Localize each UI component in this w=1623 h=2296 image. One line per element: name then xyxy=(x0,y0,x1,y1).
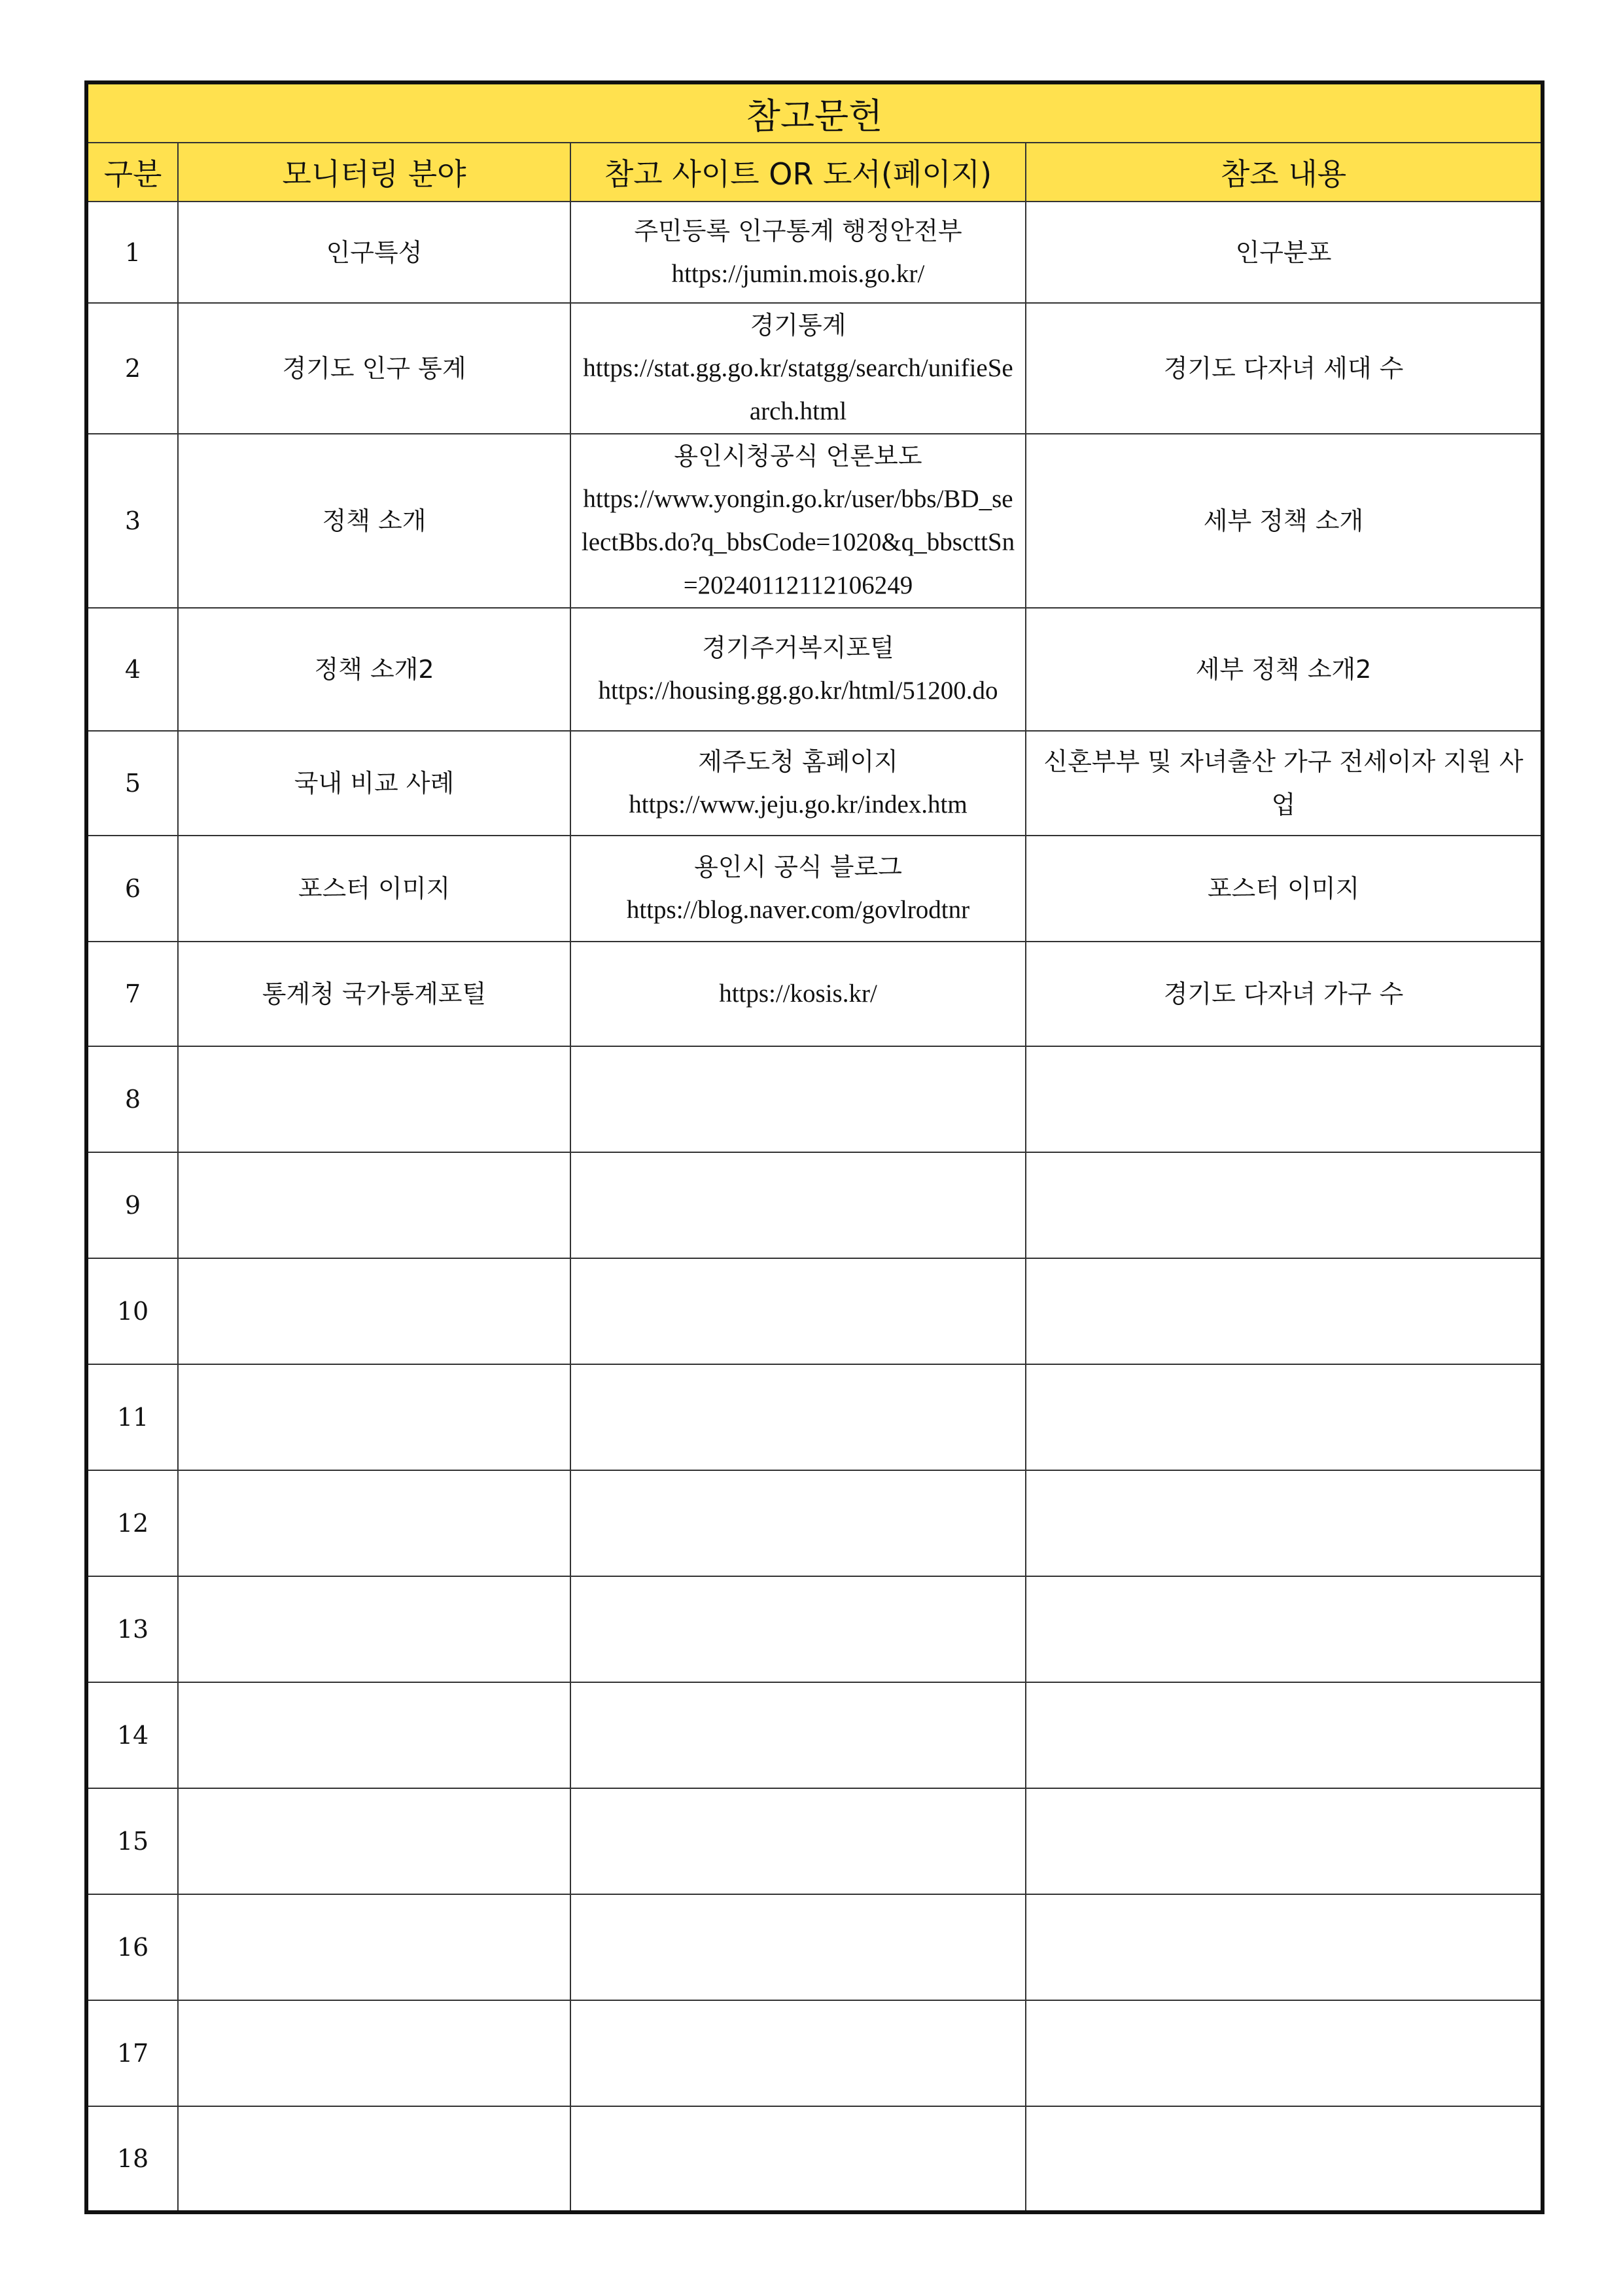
monitoring-field-cell xyxy=(178,1576,570,1682)
monitoring-field: 통계청 국가통계포털 xyxy=(262,980,487,1008)
header-no: 구분 xyxy=(86,143,178,202)
source-cell xyxy=(570,303,1026,434)
table-row xyxy=(86,608,1543,731)
source-cell xyxy=(570,202,1026,303)
reference-content-cell xyxy=(1026,1788,1543,1894)
source-cell xyxy=(570,2106,1026,2212)
row-number: 8 xyxy=(86,1046,178,1152)
reference-content-cell xyxy=(1026,202,1543,303)
monitoring-field: 국내 비교 사례 xyxy=(294,769,455,798)
row-number: 1 xyxy=(86,202,178,303)
table-row xyxy=(86,434,1543,608)
row-number: 3 xyxy=(86,434,178,608)
monitoring-field-cell xyxy=(178,1470,570,1576)
source-cell xyxy=(570,1046,1026,1152)
source-url: https://stat.gg.go.kr/statgg/search/unifieSearch.html xyxy=(583,354,1013,425)
row-number: 17 xyxy=(86,2000,178,2106)
monitoring-field-cell xyxy=(178,434,570,608)
reference-content: 경기도 다자녀 세대 수 xyxy=(1163,354,1404,383)
table-row xyxy=(86,1364,1543,1470)
monitoring-field: 경기도 인구 통계 xyxy=(282,354,466,383)
monitoring-field-cell xyxy=(178,1152,570,1258)
row-number: 7 xyxy=(86,942,178,1046)
source-cell xyxy=(570,836,1026,942)
monitoring-field: 정책 소개 xyxy=(322,506,427,535)
reference-content-cell xyxy=(1026,1152,1543,1258)
table-row xyxy=(86,2106,1543,2212)
reference-table xyxy=(84,80,1544,2214)
row-number: 6 xyxy=(86,836,178,942)
source-url: https://kosis.kr/ xyxy=(719,980,877,1008)
source-cell xyxy=(570,1470,1026,1576)
monitoring-field-cell xyxy=(178,731,570,836)
row-number: 12 xyxy=(86,1470,178,1576)
row-number: 18 xyxy=(86,2106,178,2212)
reference-content: 인구분포 xyxy=(1235,238,1332,267)
table-body xyxy=(86,202,1543,2212)
source-cell xyxy=(570,731,1026,836)
table-row xyxy=(86,1576,1543,1682)
source-cell xyxy=(570,608,1026,731)
monitoring-field-cell xyxy=(178,1364,570,1470)
source-name: 주민등록 인구통계 행정안전부 xyxy=(634,216,962,245)
reference-content-cell xyxy=(1026,1576,1543,1682)
reference-content-cell xyxy=(1026,434,1543,608)
source-cell xyxy=(570,434,1026,608)
table-row xyxy=(86,1152,1543,1258)
table-title: 참고문헌 xyxy=(86,82,1543,143)
reference-content-cell xyxy=(1026,303,1543,434)
source-cell xyxy=(570,1152,1026,1258)
source-url: https://jumin.mois.go.kr/ xyxy=(671,259,925,288)
table-row xyxy=(86,202,1543,303)
reference-content-cell xyxy=(1026,836,1543,942)
row-number: 15 xyxy=(86,1788,178,1894)
source-cell xyxy=(570,1894,1026,2000)
header-content: 참조 내용 xyxy=(1026,143,1543,202)
source-cell xyxy=(570,2000,1026,2106)
row-number: 9 xyxy=(86,1152,178,1258)
monitoring-field-cell xyxy=(178,608,570,731)
source-name: 용인시 공식 블로그 xyxy=(694,853,902,881)
row-number: 14 xyxy=(86,1682,178,1788)
source-url: https://blog.naver.com/govlrodtnr xyxy=(626,896,970,924)
row-number: 4 xyxy=(86,608,178,731)
title-row xyxy=(86,82,1543,143)
reference-content-cell xyxy=(1026,608,1543,731)
monitoring-field-cell xyxy=(178,1258,570,1364)
table-row xyxy=(86,303,1543,434)
monitoring-field-cell xyxy=(178,836,570,942)
reference-content: 세부 정책 소개 xyxy=(1203,506,1364,535)
reference-content: 세부 정책 소개2 xyxy=(1195,655,1372,684)
header-row xyxy=(86,143,1543,202)
reference-content-cell xyxy=(1026,1258,1543,1364)
row-number: 2 xyxy=(86,303,178,434)
monitoring-field-cell xyxy=(178,202,570,303)
monitoring-field: 정책 소개2 xyxy=(314,655,434,684)
row-number: 5 xyxy=(86,731,178,836)
monitoring-field: 포스터 이미지 xyxy=(298,874,451,903)
reference-content-cell xyxy=(1026,1046,1543,1152)
row-number: 16 xyxy=(86,1894,178,2000)
source-cell xyxy=(570,1788,1026,1894)
source-name: 경기통계 xyxy=(750,311,846,340)
reference-content-cell xyxy=(1026,2106,1543,2212)
row-number: 13 xyxy=(86,1576,178,1682)
table-row xyxy=(86,1682,1543,1788)
table-row xyxy=(86,836,1543,942)
reference-content-cell xyxy=(1026,1364,1543,1470)
header-field: 모니터링 분야 xyxy=(178,143,570,202)
row-number: 11 xyxy=(86,1364,178,1470)
source-name: 용인시청공식 언론보도 xyxy=(674,442,922,470)
reference-content-cell xyxy=(1026,1682,1543,1788)
reference-content: 신혼부부 및 자녀출산 가구 전세이자 지원 사업 xyxy=(1043,747,1524,819)
monitoring-field-cell xyxy=(178,1682,570,1788)
row-number: 10 xyxy=(86,1258,178,1364)
reference-content-cell xyxy=(1026,942,1543,1046)
source-cell xyxy=(570,1576,1026,1682)
reference-content-cell xyxy=(1026,2000,1543,2106)
monitoring-field-cell xyxy=(178,1046,570,1152)
monitoring-field: 인구특성 xyxy=(326,238,423,267)
reference-content: 경기도 다자녀 가구 수 xyxy=(1163,980,1404,1008)
source-url: https://housing.gg.go.kr/html/51200.do xyxy=(598,677,998,705)
monitoring-field-cell xyxy=(178,303,570,434)
source-cell xyxy=(570,1364,1026,1470)
table-row xyxy=(86,1788,1543,1894)
table-row xyxy=(86,1046,1543,1152)
reference-content-cell xyxy=(1026,1470,1543,1576)
reference-content-cell xyxy=(1026,1894,1543,2000)
monitoring-field-cell xyxy=(178,2000,570,2106)
table-row xyxy=(86,1470,1543,1576)
reference-content-cell xyxy=(1026,731,1543,836)
table-row xyxy=(86,1894,1543,2000)
table-row xyxy=(86,731,1543,836)
reference-content: 포스터 이미지 xyxy=(1207,874,1360,903)
monitoring-field-cell xyxy=(178,1894,570,2000)
monitoring-field-cell xyxy=(178,942,570,1046)
table-row xyxy=(86,1258,1543,1364)
monitoring-field-cell xyxy=(178,1788,570,1894)
source-name: 경기주거복지포털 xyxy=(702,633,894,662)
table-row xyxy=(86,2000,1543,2106)
source-name: 제주도청 홈페이지 xyxy=(698,747,898,776)
monitoring-field-cell xyxy=(178,2106,570,2212)
source-cell xyxy=(570,1682,1026,1788)
source-url: https://www.yongin.go.kr/user/bbs/BD_selectBbs.do?q_bbsCode=1020&q_bbscttSn=20240112112106249 xyxy=(581,485,1015,599)
source-url: https://www.jeju.go.kr/index.htm xyxy=(629,790,968,819)
header-source: 참고 사이트 OR 도서(페이지) xyxy=(570,143,1026,202)
source-cell xyxy=(570,1258,1026,1364)
source-cell xyxy=(570,942,1026,1046)
table-row xyxy=(86,942,1543,1046)
